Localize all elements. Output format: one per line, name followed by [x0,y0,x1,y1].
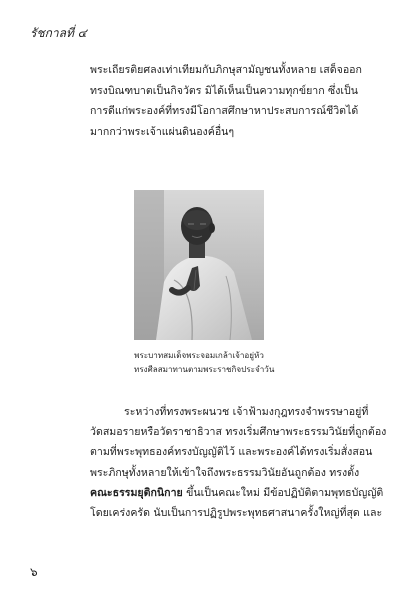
text-line: ตามที่พระพุทธองค์ทรงบัญญัติไว้ และพระองค์ได้ทรงเริ่มสั่งสอน [90,446,373,459]
text-fragment: ขึ้นเป็นคณะใหม่ มีข้อปฏิบัติตามพุทธบัญญัติ [182,486,384,499]
bold-term: คณะธรรมยุติกนิกาย [90,486,183,499]
text-line: วัดสมอรายหรือวัดราชาธิวาส ทรงเริ่มศึกษาพระธรรมวินัยที่ถูกต้อง [90,426,387,439]
paragraph-2 [90,402,390,523]
text-line: พระเถียรติยศลงเท่าเทียมกับภิกษุสามัญชนทั้งหลาย เสด็จออก [90,64,362,76]
text-line: พระภิกษุทั้งหลายให้เข้าใจถึงพระธรรมวินัยอันถูกต้อง ทรงตั้ง [90,466,360,479]
photo-caption [134,348,275,376]
monk-portrait-photo [134,190,264,340]
caption-line: พระบาทสมเด็จพระจอมเกล้าเจ้าอยู่หัว [134,350,264,360]
text-line: มากกว่าพระเจ้าแผ่นดินองค์อื่นๆ [90,125,235,138]
running-header: รัชกาลที่ ๔ [30,26,87,40]
text-line: ระหว่างที่ทรงพระผนวช เจ้าฟ้ามงกุฎทรงจำพรรษาอยู่ที่ [124,406,369,418]
text-line [90,483,390,503]
text-line: การดีแก่พระองค์ที่ทรงมีโอกาสศึกษาหาประสบการณ์ชีวิตได้ [90,105,359,118]
text-line: ทรงบิณฑบาตเป็นกิจวัตร มิได้เห็นเป็นความทุกข์ยาก ซึ่งเป็น [90,84,358,97]
text-line: โดยเคร่งครัด นับเป็นการปฏิรูปพระพุทธศาสนาครั้งใหญ่ที่สุด และ [90,507,383,520]
paragraph-1 [90,60,390,142]
page-number: ๖ [30,565,38,579]
caption-line: ทรงศีลสมาทานตามพระราชกิจประจำวัน [134,364,275,374]
photo-illustration [134,190,264,340]
